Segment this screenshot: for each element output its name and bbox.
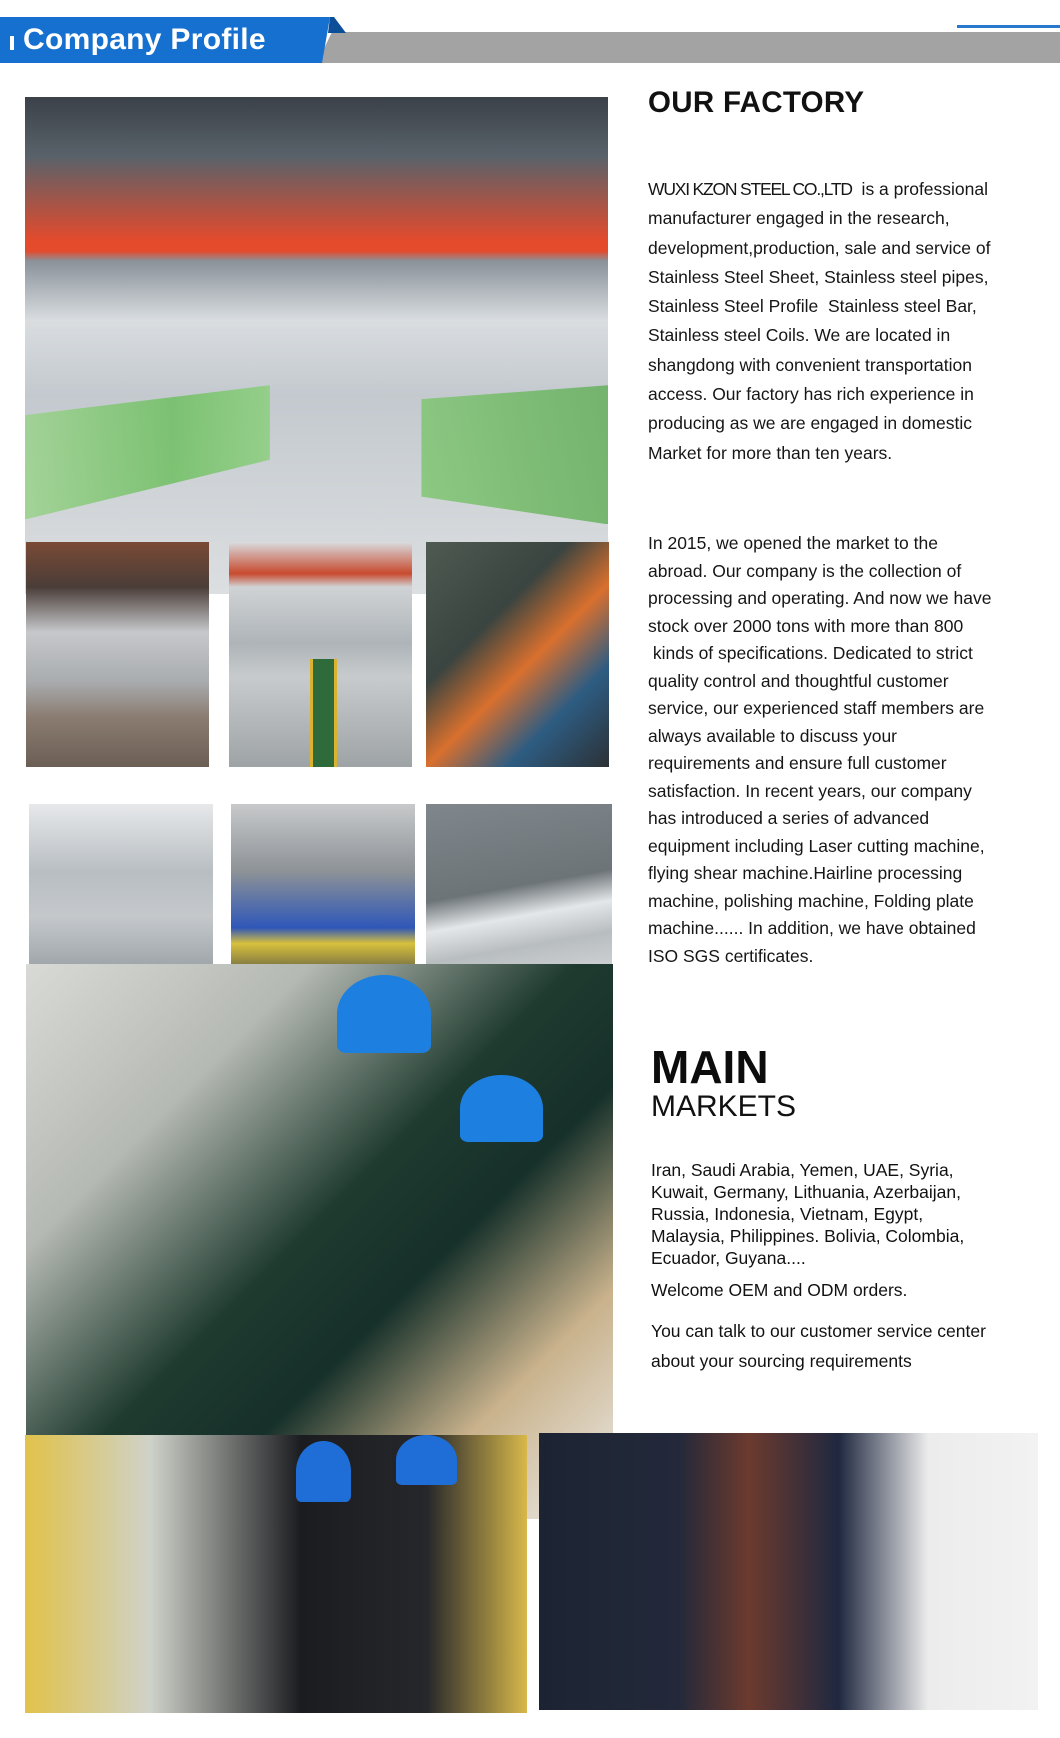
title-bar-icon — [10, 36, 14, 50]
history-line: processing and operating. And now we have — [648, 588, 992, 608]
visitor-inspection-photo — [25, 1435, 527, 1713]
factory-intro-paragraph — [648, 175, 1048, 468]
history-line: stock over 2000 tons with more than 800 — [648, 615, 964, 636]
intro-line: access. Our factory has rich experience in — [648, 384, 974, 405]
countries-line: Kuwait, Germany, Lithuania, Azerbaijan, — [651, 1182, 961, 1202]
factory-floor-photo — [25, 97, 608, 594]
customer-service-note — [651, 1316, 986, 1376]
history-line: has introduced a series of advanced — [648, 808, 930, 828]
intro-line: producing as we are engaged in domestic — [648, 413, 972, 434]
header-label-fold — [328, 17, 346, 33]
main-markets-heading: MAIN — [651, 1041, 769, 1093]
history-line: quality control and thoughtful customer — [648, 670, 949, 691]
our-factory-heading: OUR FACTORY — [648, 86, 865, 119]
history-line: flying shear machine.Hairline processing — [648, 863, 963, 883]
countries-list — [651, 1159, 1051, 1269]
history-line: machine...... In addition, we have obtained — [648, 918, 976, 938]
company-name: WUXI KZON STEEL CO.,LTD — [648, 179, 852, 199]
service-line: You can talk to our customer service center — [651, 1321, 986, 1341]
business-meeting-photo — [539, 1433, 1038, 1710]
countries-line: Malaysia, Philippines. Bolivia, Colombia, — [651, 1226, 965, 1246]
company-history-paragraph — [648, 530, 1048, 970]
history-line: equipment including Laser cutting machine, — [648, 835, 985, 856]
history-line: abroad. Our company is the collection of — [648, 560, 962, 581]
intro-line: Stainless Steel Sheet, Stainless steel pipes, — [648, 266, 989, 287]
product-photo-profiles — [26, 542, 209, 767]
product-photo-sheets — [229, 542, 412, 767]
history-line: ISO SGS certificates. — [648, 945, 814, 966]
intro-line: Stainless Steel Profile Stainless steel Bar, — [648, 296, 977, 317]
history-line: requirements and ensure full customer — [648, 753, 947, 773]
intro-line: manufacturer engaged in the research, — [648, 208, 950, 229]
service-line: about your sourcing requirements — [651, 1351, 912, 1371]
intro-line: Stainless steel Coils. We are located in — [648, 325, 951, 346]
countries-line: Iran, Saudi Arabia, Yemen, UAE, Syria, — [651, 1160, 954, 1180]
product-photo-forging — [426, 542, 609, 767]
history-line: always available to discuss your — [648, 725, 898, 746]
history-line: machine, polishing machine, Folding plate — [648, 890, 974, 911]
intro-line: Market for more than ten years. — [648, 442, 893, 463]
history-line: service, our experienced staff members are — [648, 698, 985, 718]
countries-line: Russia, Indonesia, Vietnam, Egypt, — [651, 1204, 924, 1224]
countries-line: Ecuador, Guyana.... — [651, 1248, 806, 1268]
history-line: kinds of specifications. Dedicated to strict — [648, 643, 973, 663]
history-line: In 2015, we opened the market to the — [648, 533, 938, 553]
history-line: satisfaction. In recent years, our company — [648, 780, 972, 801]
oem-odm-note: Welcome OEM and ODM orders. — [651, 1280, 908, 1300]
intro-line: WUXI KZON STEEL CO.,LTD is a professional — [648, 179, 989, 199]
intro-line: development,production, sale and service of — [648, 237, 991, 258]
intro-line: shangdong with convenient transportation — [648, 354, 972, 375]
main-markets-subheading: MARKETS — [651, 1090, 797, 1123]
section-title-text: Company Profile — [23, 23, 266, 56]
header-accent-line — [957, 25, 1060, 28]
section-title — [4, 19, 266, 61]
